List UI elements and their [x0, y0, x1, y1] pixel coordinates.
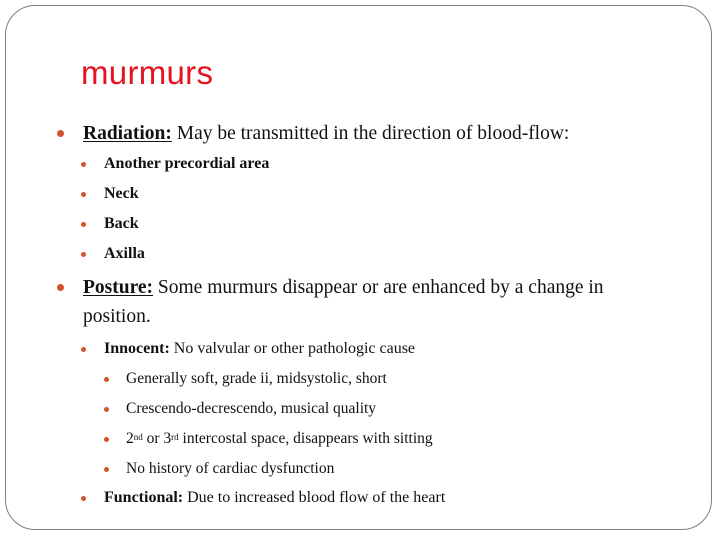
radiation-subitem: Another precordial area	[104, 154, 269, 174]
posture-text-cont: position.	[83, 306, 151, 327]
radiation-label: Radiation:	[83, 123, 172, 144]
bullet-dot-icon	[104, 467, 109, 472]
radiation-text: May be transmitted in the direction of blood-flow:	[171, 123, 570, 144]
bullet-radiation	[83, 119, 569, 148]
functional-label: Functional:	[104, 489, 184, 506]
slide-title: murmurs	[81, 54, 214, 91]
bullet-dot-icon	[57, 130, 64, 137]
innocent-subitem: Generally soft, grade ii, midsystolic, short	[126, 369, 387, 389]
radiation-subitem: Back	[104, 214, 139, 234]
bullet-dot-icon	[104, 407, 109, 412]
functional-text: Due to increased blood flow of the heart	[183, 489, 446, 506]
innocent-subitem: 2nd or 3rd intercostal space, disappears with sitting	[126, 429, 433, 449]
innocent-subitem: No history of cardiac dysfunction	[126, 459, 334, 479]
bullet-dot-icon	[81, 162, 86, 167]
bullet-dot-icon	[81, 347, 86, 352]
bullet-dot-icon	[81, 222, 86, 227]
bullet-dot-icon	[57, 284, 64, 291]
innocent-text: No valvular or other pathologic cause	[169, 340, 416, 357]
innocent-subitem: Crescendo-decrescendo, musical quality	[126, 399, 376, 419]
innocent-label: Innocent:	[104, 340, 170, 357]
posture-text: Some murmurs disappear or are enhanced by a change in	[153, 277, 604, 298]
bullet-dot-icon	[104, 377, 109, 382]
bullet-dot-icon	[81, 192, 86, 197]
posture-label: Posture:	[83, 277, 154, 298]
radiation-subitem: Axilla	[104, 244, 145, 264]
bullet-posture	[83, 273, 693, 331]
bullet-dot-icon	[104, 437, 109, 442]
bullet-functional	[104, 488, 445, 508]
bullet-innocent	[104, 339, 415, 359]
bullet-dot-icon	[81, 496, 86, 501]
bullet-dot-icon	[81, 252, 86, 257]
radiation-subitem: Neck	[104, 184, 139, 204]
